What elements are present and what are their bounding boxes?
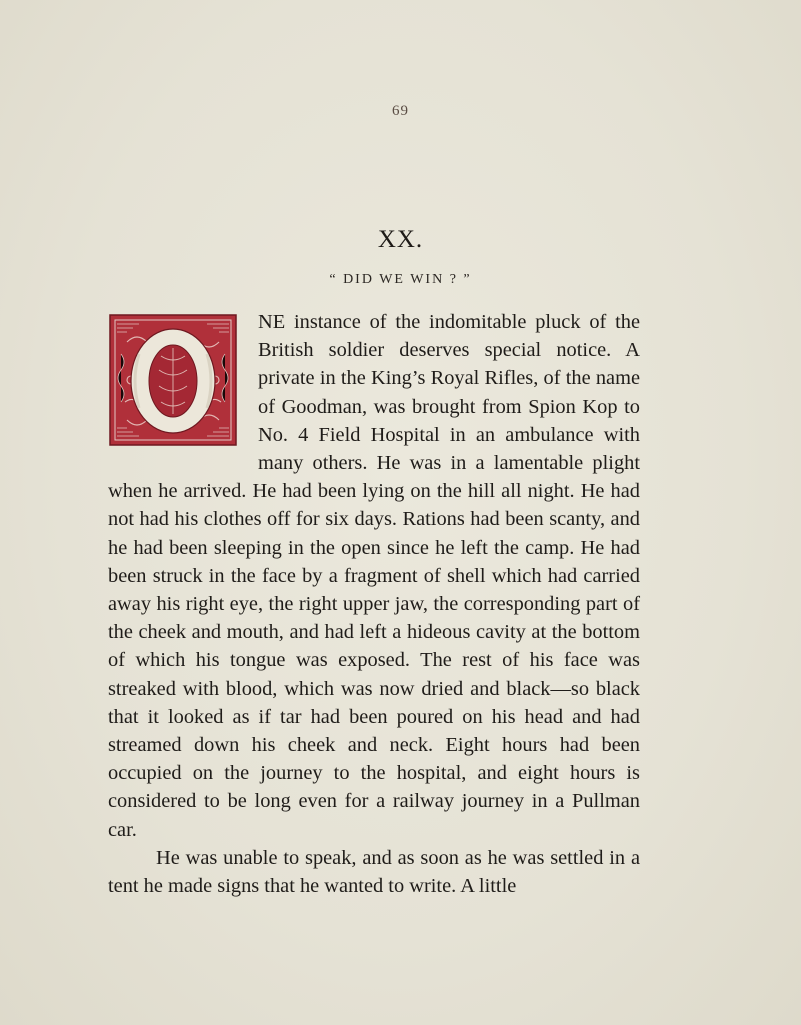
- chapter-number: XX.: [377, 226, 424, 253]
- paragraph-2-text: He was unable to speak, and as soon as he was settled in a tent he made signs that he wanted to write. A little: [108, 846, 640, 898]
- chapter-title: “ DID WE WIN ? ”: [329, 272, 472, 287]
- paragraph-2: [108, 844, 640, 900]
- paragraph-1: [108, 308, 640, 844]
- body-text: [108, 308, 640, 900]
- drop-cap-spacer: [108, 308, 258, 476]
- paragraph-1-text: NE instance of the indomitable pluck of the British soldier deserves special notice. A private in the King’s Royal Rifles, of the name of Goodman, was brought from Spion Kop to No. 4 Field Hospital in an ambulance with many others. He was in a lamentable plight when he arrived. He had been lying on the hill all night. He had not had his clothes off for six days. Rations had been scanty, and he had been sleeping in the open since he left the camp. He had been struck in the face by a fragment of shell which had carried away his right eye, the right upper jaw, the corresponding part of the cheek and mouth, and had left a hideous cavity at the bottom of which his tongue was exposed. The rest of his face was streaked with blood, which was now dried and black—so black that it looked as if tar had been poured on his head and had streamed down his cheek and neck. Eight hours had been occupied on the journey to the hospital, and eight hours is considered to be long even for a railway journey in a Pullman car.: [108, 311, 640, 841]
- page-number: 69: [392, 103, 409, 119]
